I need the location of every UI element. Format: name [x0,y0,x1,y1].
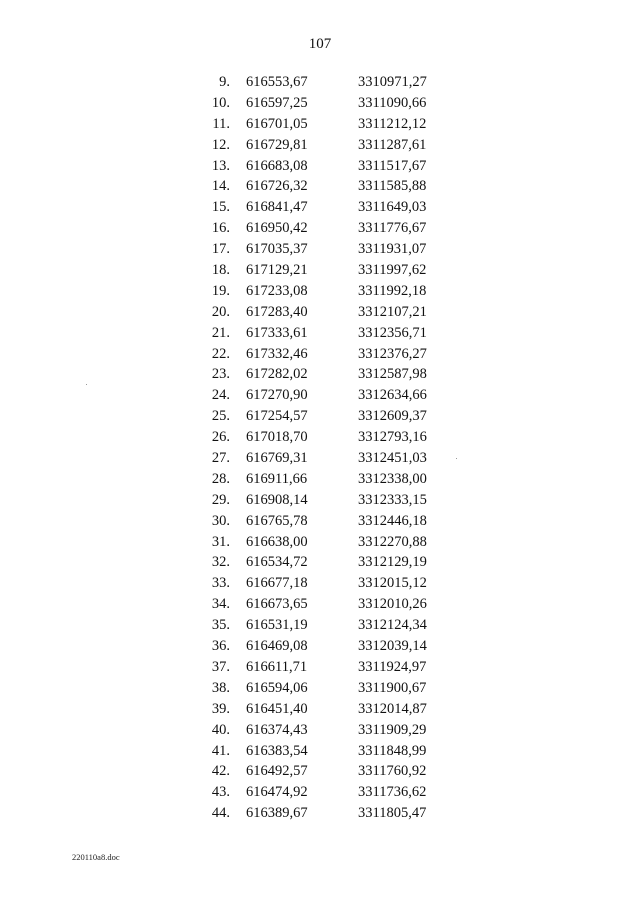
x-coordinate: 617018,70 [246,429,308,446]
point-number: 28. [211,470,230,487]
point-number: 24. [211,387,230,404]
point-number: 22. [211,345,230,362]
x-coordinate: 616673,65 [246,596,308,613]
y-coordinate: 3311924,97 [358,658,427,675]
y-coordinate: 3311997,62 [358,262,427,279]
table-row [190,302,450,323]
x-coordinate: 616908,14 [246,491,308,508]
table-row [190,636,450,657]
table-row [190,114,450,135]
x-coordinate: 617333,61 [246,324,308,341]
point-number: 20. [211,303,230,320]
point-number: 14. [211,178,230,195]
x-coordinate: 616553,67 [246,74,308,90]
x-coordinate: 616677,18 [246,575,308,592]
x-coordinate: 617270,90 [246,387,308,404]
point-number: 40. [211,721,230,738]
x-coordinate: 616638,00 [246,533,308,550]
x-coordinate: 616594,06 [246,679,308,696]
table-row [190,364,450,385]
point-number: 13. [211,157,230,174]
table-row [190,511,450,532]
point-number: 10. [211,94,230,111]
y-coordinate: 3312609,37 [358,408,427,425]
x-coordinate: 616451,40 [246,700,308,717]
y-coordinate: 3311760,92 [358,763,427,780]
y-coordinate: 3311931,07 [358,241,427,258]
x-coordinate: 617332,46 [246,345,308,362]
x-coordinate: 616469,08 [246,638,308,655]
point-number: 11. [212,115,230,132]
point-number: 25. [211,408,230,425]
y-coordinate: 3312634,66 [358,387,427,404]
y-coordinate: 3312129,19 [358,554,427,571]
point-number: 33. [211,575,230,592]
x-coordinate: 616950,42 [246,220,308,237]
y-coordinate: 3311090,66 [358,94,427,111]
coordinate-table [190,72,450,824]
point-number: 30. [211,512,230,529]
table-row [190,93,450,114]
scan-speck [86,384,87,385]
y-coordinate: 3311649,03 [358,199,427,216]
point-number: 9. [219,74,230,90]
y-coordinate: 3312356,71 [358,324,427,341]
table-row [190,803,450,824]
point-number: 23. [211,366,230,383]
y-coordinate: 3312015,12 [358,575,427,592]
table-row [190,176,450,197]
table-row [190,782,450,803]
y-coordinate: 3312451,03 [358,450,427,467]
table-row [190,741,450,762]
x-coordinate: 616911,66 [246,470,308,487]
x-coordinate: 617129,21 [246,262,308,279]
x-coordinate: 616474,92 [246,784,308,801]
y-coordinate: 3312039,14 [358,638,427,655]
point-number: 17. [211,241,230,258]
point-number: 12. [211,136,230,153]
y-coordinate: 3311900,67 [358,679,427,696]
y-coordinate: 3311776,67 [358,220,427,237]
y-coordinate: 3311909,29 [358,721,427,738]
point-number: 31. [211,533,230,550]
x-coordinate: 616374,43 [246,721,308,738]
table-row [190,385,450,406]
y-coordinate: 3311212,12 [358,115,427,132]
scan-speck [456,458,457,459]
y-coordinate: 3310971,27 [358,74,427,90]
y-coordinate: 3312270,88 [358,533,427,550]
table-row [190,532,450,553]
table-row [190,218,450,239]
y-coordinate: 3312338,00 [358,470,427,487]
table-row [190,72,450,93]
table-row [190,552,450,573]
table-row [190,281,450,302]
point-number: 16. [211,220,230,237]
x-coordinate: 616389,67 [246,805,308,822]
point-number: 15. [211,199,230,216]
y-coordinate: 3311517,67 [358,157,427,174]
x-coordinate: 616765,78 [246,512,308,529]
x-coordinate: 616729,81 [246,136,308,153]
x-coordinate: 616769,31 [246,450,308,467]
point-number: 38. [211,679,230,696]
point-number: 34. [211,596,230,613]
x-coordinate: 616383,54 [246,742,308,759]
y-coordinate: 3312107,21 [358,303,427,320]
x-coordinate: 616701,05 [246,115,308,132]
page-number: 107 [308,36,332,52]
table-row [190,135,450,156]
point-number: 19. [211,282,230,299]
point-number: 35. [211,617,230,634]
y-coordinate: 3311287,61 [358,136,427,153]
table-row [190,448,450,469]
point-number: 36. [211,638,230,655]
x-coordinate: 616534,72 [246,554,308,571]
table-row [190,197,450,218]
table-row [190,344,450,365]
y-coordinate: 3311848,99 [358,742,427,759]
y-coordinate: 3312793,16 [358,429,427,446]
y-coordinate: 3312124,34 [358,617,427,634]
table-row [190,156,450,177]
x-coordinate: 616611,71 [246,658,308,675]
y-coordinate: 3311585,88 [358,178,427,195]
point-number: 39. [211,700,230,717]
point-number: 21. [211,324,230,341]
point-number: 42. [211,763,230,780]
table-row [190,323,450,344]
y-coordinate: 3311805,47 [358,805,427,822]
y-coordinate: 3312446,18 [358,512,427,529]
point-number: 44. [211,805,230,822]
y-coordinate: 3312333,15 [358,491,427,508]
y-coordinate: 3312014,87 [358,700,427,717]
point-number: 27. [211,450,230,467]
point-number: 32. [211,554,230,571]
x-coordinate: 616683,08 [246,157,308,174]
x-coordinate: 616726,32 [246,178,308,195]
point-number: 43. [211,784,230,801]
point-number: 26. [211,429,230,446]
x-coordinate: 616841,47 [246,199,308,216]
y-coordinate: 3311736,62 [358,784,427,801]
table-row [190,761,450,782]
table-row [190,406,450,427]
table-row [190,720,450,741]
table-row [190,490,450,511]
table-row [190,427,450,448]
point-number: 29. [211,491,230,508]
x-coordinate: 616531,19 [246,617,308,634]
table-row [190,573,450,594]
y-coordinate: 3312376,27 [358,345,427,362]
x-coordinate: 616492,57 [246,763,308,780]
x-coordinate: 616597,25 [246,94,308,111]
y-coordinate: 3312587,98 [358,366,427,383]
point-number: 41. [211,742,230,759]
table-row [190,260,450,281]
point-number: 18. [211,262,230,279]
table-row [190,678,450,699]
table-row [190,239,450,260]
table-row [190,699,450,720]
x-coordinate: 617282,02 [246,366,308,383]
point-number: 37. [211,658,230,675]
table-row [190,469,450,490]
x-coordinate: 617283,40 [246,303,308,320]
x-coordinate: 617254,57 [246,408,308,425]
table-row [190,594,450,615]
x-coordinate: 617035,37 [246,241,308,258]
y-coordinate: 3312010,26 [358,596,427,613]
table-row [190,615,450,636]
table-row [190,657,450,678]
x-coordinate: 617233,08 [246,282,308,299]
footer-filename: 220110a8.doc [72,852,120,862]
y-coordinate: 3311992,18 [358,282,427,299]
